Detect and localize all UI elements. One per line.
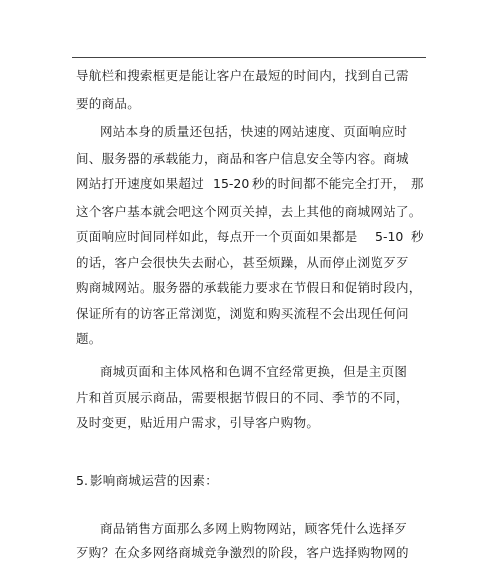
- text-line: 间、服务器的承载能力，商品和客户信息安全等内容。商城: [76, 151, 409, 166]
- header-rule: [72, 57, 426, 58]
- section-heading: 影响商城运营的因素：: [90, 473, 219, 488]
- text-line: 题。: [76, 331, 102, 346]
- text-line: 导航栏和搜索框更是能让客户在最短的时间内，找到自己需: [76, 68, 409, 83]
- text-line: 秒的时间都不能完全打开，: [252, 176, 406, 191]
- text-line: 页面响应时间同样如此，每点开一个页面如果都是: [76, 229, 358, 244]
- section-number: 5.: [76, 473, 88, 488]
- text-line: 这个客户基本就会吧这个网页关掉，去上其他的商城网站了。: [76, 204, 422, 219]
- number-range: 15-20: [213, 176, 250, 191]
- text-line: 片和首页展示商品，需要根据节假日的不同、季节的不同，: [76, 390, 409, 405]
- text-line: 保证所有的访客正常浏览，浏览和购买流程不会出现任何问: [76, 306, 409, 321]
- text-line: 网站打开速度如果超过: [76, 176, 205, 191]
- text-line: 购商城网站。服务器的承载能力要求在节假日和促销时段内，: [76, 280, 422, 295]
- text-line: 要的商品。: [76, 96, 141, 111]
- text-line: 商品销售方面那么多网上购物网站，顾客凭什么选择歹: [100, 521, 408, 536]
- number-range: 5-10: [375, 229, 404, 244]
- text-line: 秒: [411, 229, 424, 244]
- text-line: 歹购？在众多网络商城竞争激烈的阶段，客户选择购物网的: [76, 545, 409, 560]
- text-line: 商城页面和主体风格和色调不宜经常更换，但是主页图: [100, 364, 408, 379]
- text-line: 及时变更，贴近用户需求，引导客户购物。: [76, 415, 320, 430]
- text-line: 的话，客户会很快失去耐心，甚至烦躁，从而停止浏览歹歹: [76, 255, 409, 270]
- text-line: 那: [411, 176, 424, 191]
- text-line: 网站本身的质量还包括，快速的网站速度、页面响应时: [100, 124, 408, 139]
